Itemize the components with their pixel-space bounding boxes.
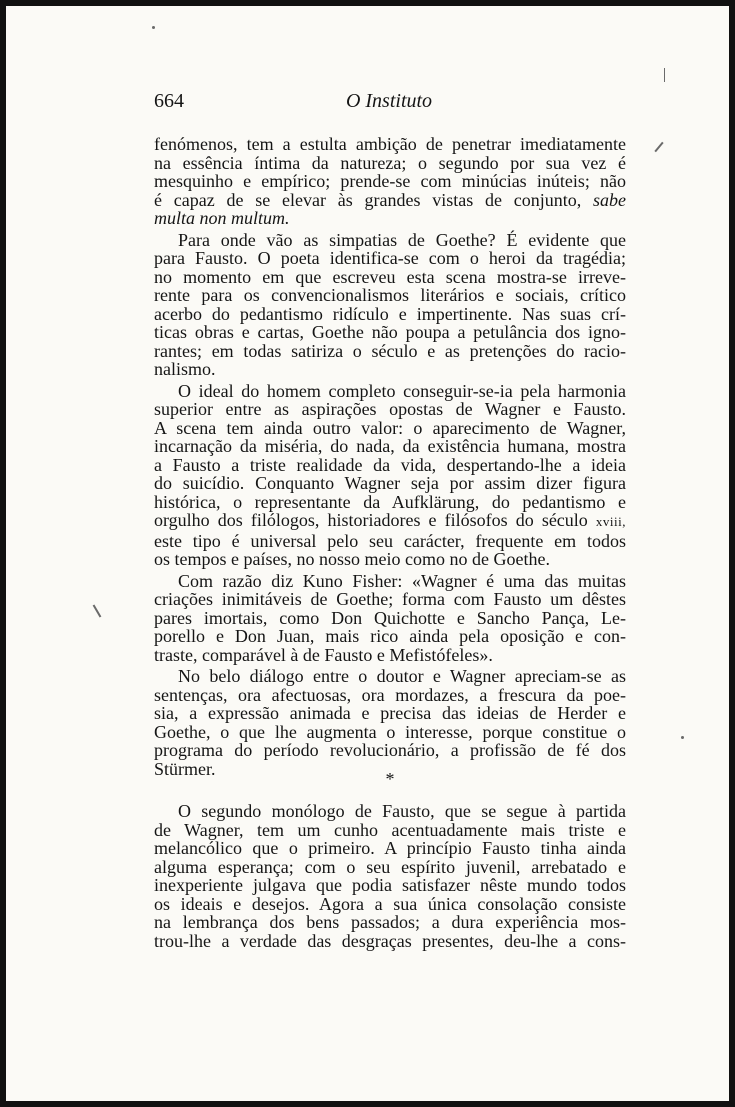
paragraph bbox=[154, 572, 626, 665]
text-line: no momento em que escreveu esta scena mostra-se irreve- bbox=[154, 266, 626, 287]
text-line: mesquinho e empírico; prende-se com minúcias inúteis; não bbox=[154, 171, 626, 191]
text-line: programa do período revolucionário, a profissão de fé dos bbox=[154, 740, 626, 760]
text-line: porello e Don Juan, mais rico ainda pela oposição e con- bbox=[154, 626, 626, 646]
text-line: Goethe, o que lhe augmenta o interesse, porque constitue o bbox=[154, 721, 626, 742]
text-line: O ideal do homem completo conseguir-se-ia pela harmonia bbox=[178, 380, 626, 401]
text-line: Para onde vão as simpatias de Goethe? É evidente que bbox=[178, 229, 626, 250]
scan-speck bbox=[152, 26, 155, 29]
text-line: melancólico que o primeiro. A princípio Fausto tinha ainda bbox=[154, 838, 626, 858]
text-line: rente para os convencionalismos literários e sociais, crítico bbox=[154, 285, 626, 305]
text-line: para Fausto. O poeta identifica-se com o heroi da tragédia; bbox=[154, 248, 626, 268]
text-line: acerbo do pedantismo ridículo e impertinente. Nas suas crí- bbox=[154, 303, 626, 324]
text-line: pares imortais, como Don Quichotte e Sancho Pança, Le- bbox=[154, 607, 626, 628]
text-line: este tipo é universal pelo seu carácter, frequente em todos bbox=[154, 530, 626, 551]
scan-speck bbox=[664, 68, 665, 82]
paragraph bbox=[154, 667, 626, 778]
text-line: traste, comparável à de Fausto e Mefistófeles». bbox=[154, 644, 493, 665]
text-line: fenómenos, tem a estulta ambição de penetrar imediatamente bbox=[154, 134, 626, 154]
text-line: do suicídio. Conquanto Wagner seja por assim dizer figura bbox=[154, 473, 626, 493]
paragraph bbox=[154, 231, 626, 379]
paragraph bbox=[154, 382, 626, 569]
scanned-page bbox=[6, 6, 729, 1101]
text-line: Stürmer. bbox=[154, 758, 216, 779]
text-segment: orgulho dos filólogos, historiadores e filósofos do século bbox=[154, 510, 588, 530]
italic-word: sabe bbox=[593, 189, 626, 210]
text-line: multa non multum. bbox=[154, 208, 290, 228]
text-line: inexperiente julgava que podia satisfazer nêste mundo todos bbox=[154, 875, 626, 895]
text-line: O segundo monólogo de Fausto, que se segue à partida bbox=[178, 801, 626, 821]
text-line: de Wagner, tem um cunho acentuadamente mais triste e bbox=[154, 819, 626, 840]
text-line: No belo diálogo entre o doutor e Wagner apreciam-se as bbox=[178, 666, 626, 686]
century-numeral: xviii, bbox=[595, 514, 627, 529]
paragraph bbox=[154, 135, 626, 228]
closing-paragraph bbox=[154, 802, 626, 950]
text-line-with-italic bbox=[154, 191, 626, 210]
text-line: rantes; em todas satiriza o século e as pretenções do racio- bbox=[154, 340, 626, 361]
section-separator: * bbox=[385, 769, 395, 789]
text-segment: é capaz de se elevar às grandes vistas de conjunto, bbox=[154, 189, 582, 210]
text-line: criações inimitáveis de Goethe; forma com Fausto um dêstes bbox=[154, 589, 626, 609]
scan-speck bbox=[654, 142, 663, 152]
text-line: na essência íntima da natureza; o segundo por sua vez é bbox=[154, 152, 626, 173]
text-line: na lembrança dos bens passados; a dura experiência mos- bbox=[154, 912, 626, 932]
text-line: A scena tem ainda outro valor: o aparecimento de Wagner, bbox=[154, 417, 626, 438]
text-line: os tempos e países, no nosso meio como no de Goethe. bbox=[154, 549, 550, 569]
text-line: os ideais e desejos. Agora a sua única consolação consiste bbox=[154, 893, 626, 914]
text-line: alguma esperança; com o seu espírito juvenil, arrebatado e bbox=[154, 856, 626, 877]
scan-speck bbox=[681, 736, 684, 739]
scan-speck bbox=[93, 604, 102, 617]
text-line: Com razão diz Kuno Fisher: «Wagner é uma das muitas bbox=[178, 570, 626, 591]
text-line: sia, a expressão animada e precisa das ideias de Herder e bbox=[154, 703, 626, 723]
page-number: 664 bbox=[154, 90, 184, 112]
text-line: trou-lhe a verdade das desgraças presentes, deu-lhe a cons- bbox=[154, 930, 626, 951]
text-line: histórica, o representante da Aufklärung, do pedantismo e bbox=[154, 491, 626, 512]
text-line: nalismo. bbox=[154, 359, 216, 379]
text-line: ticas obras e cartas, Goethe não poupa a petulância dos igno- bbox=[154, 322, 626, 342]
text-line: a Fausto a triste realidade da vida, despertando-lhe a ideia bbox=[154, 454, 626, 475]
journal-title: O Instituto bbox=[345, 90, 433, 112]
running-header bbox=[154, 90, 624, 116]
text-line: superior entre as aspirações opostas de Wagner e Fausto. bbox=[154, 399, 626, 419]
text-line: incarnação da miséria, do nada, da existência humana, mostra bbox=[154, 436, 626, 456]
body-text bbox=[154, 135, 626, 778]
text-line: sentenças, ora afectuosas, ora mordazes, a frescura da poe- bbox=[154, 684, 626, 705]
text-line-with-small-caps bbox=[154, 511, 626, 532]
